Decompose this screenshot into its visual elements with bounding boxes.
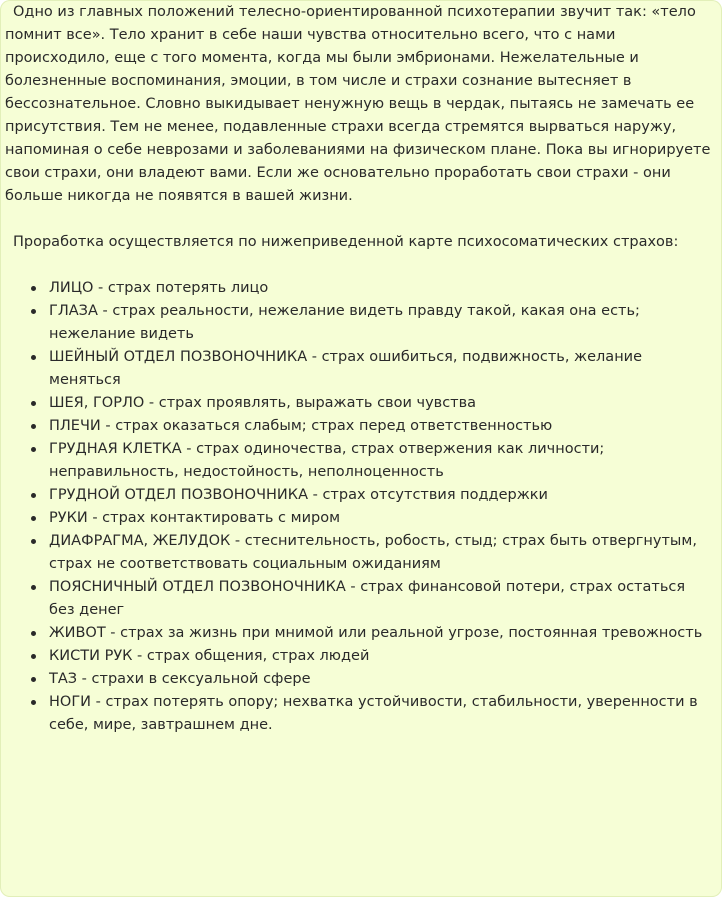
list-item-text: ЖИВОТ - страх за жизнь при мнимой или реальной угрозе, постоянная тревожность: [49, 625, 703, 641]
list-item: [39, 691, 714, 737]
list-item-text: ШЕЙНЫЙ ОТДЕЛ ПОЗВОНОЧНИКА - страх ошибиться, подвижность, желание меняться: [49, 349, 643, 388]
list-item-text: ЛИЦО - страх потерять лицо: [49, 280, 269, 296]
list-item: [39, 346, 714, 392]
list-item: [39, 507, 714, 530]
list-item-text: ШЕЯ, ГОРЛО - страх проявлять, выражать свои чувства: [49, 395, 477, 411]
list-item: [39, 484, 714, 507]
list-item-text: ПЛЕЧИ - страх оказаться слабым; страх перед ответственностью: [49, 418, 553, 434]
list-item-text: ГЛАЗА - страх реальности, нежелание видеть правду такой, какая она есть; нежелание видеть: [49, 303, 640, 342]
list-item: [39, 392, 714, 415]
list-item-text: КИСТИ РУК - страх общения, страх людей: [49, 648, 370, 664]
list-item: [39, 300, 714, 346]
lead-paragraph: Проработка осуществляется по нижеприведенной карте психосоматических страхов:: [13, 234, 679, 250]
list-item: [39, 415, 714, 438]
list-item: [39, 277, 714, 300]
list-item-text: ТАЗ - страхи в сексуальной сфере: [49, 671, 311, 687]
list-item: [39, 668, 714, 691]
list-item-text: ГРУДНОЙ ОТДЕЛ ПОЗВОНОЧНИКА - страх отсутствия поддержки: [49, 487, 548, 503]
fear-list: [5, 277, 714, 737]
list-item-text: ПОЯСНИЧНЫЙ ОТДЕЛ ПОЗВОНОЧНИКА - страх финансовой потери, страх остаться без денег: [49, 579, 686, 618]
intro-paragraph: Одно из главных положений телесно-ориентированной психотерапии звучит так: «тело помнит все». Тело хранит в себе наши чувства относительно всего, что с нами происходило, еще с того момента, когда мы были эмбрионами. Нежелательные и болезненные воспоминания, эмоции, в том числе и страхи сознание вытесняет в бессознательное. Словно выкидывает ненужную вещь в чердак, пытаясь не замечать ее присутствия. Тем не менее, подавленные страхи всегда стремятся вырваться наружу, напоминая о себе неврозами и заболеваниями на физическом плане. Пока вы игнорируете свои страхи, они владеют вами. Если же основательно проработать свои страхи - они больше никогда не появятся в вашей жизни.: [5, 4, 711, 204]
list-item: [39, 576, 714, 622]
list-item: [39, 530, 714, 576]
list-item: [39, 622, 714, 645]
list-item: [39, 438, 714, 484]
list-item-text: РУКИ - страх контактировать с миром: [49, 510, 341, 526]
list-item: [39, 645, 714, 668]
list-item-text: ДИАФРАГМА, ЖЕЛУДОК - стеснительность, робость, стыд; страх быть отвергнутым, страх не соответствовать социальным ожиданиям: [49, 533, 697, 572]
list-item-text: ГРУДНАЯ КЛЕТКА - страх одиночества, страх отвержения как личности; неправильность, недостойность, неполноценность: [49, 441, 605, 480]
list-item-text: НОГИ - страх потерять опору; нехватка устойчивости, стабильности, уверенности в себе, мире, завтрашнем дне.: [49, 694, 698, 733]
